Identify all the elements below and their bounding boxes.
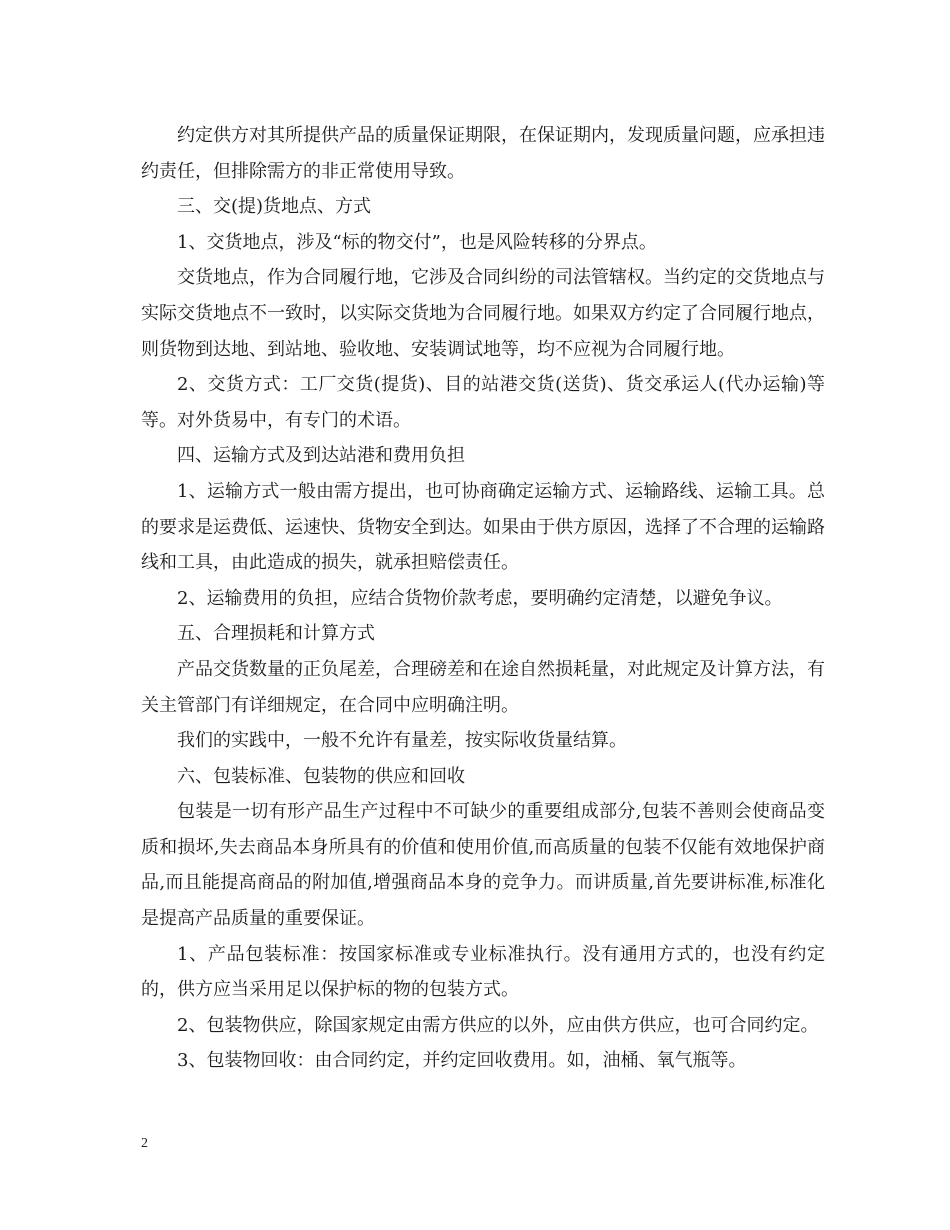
heading-section-5: 五、合理损耗和计算方式 (177, 623, 375, 645)
paragraph-delivery-method: 2、交货方式：工厂交货(提货)、目的站港交货(送货)、货交承运人(代办运输)等等。对外货易中，有专门的术语。 (141, 374, 825, 431)
paragraph-packaging-supply: 2、包装物供应，除国家规定由需方供应的以外，应由供方供应，也可合同约定。 (177, 1014, 819, 1036)
page-number: 2 (141, 1136, 148, 1151)
paragraph-warranty: 约定供方对其所提供产品的质量保证期限，在保证期内，发现质量问题，应承担违约责任，但排除需方的非正常使用导致。 (141, 125, 825, 182)
paragraph-transport-method: 1、运输方式一般由需方提出，也可协商确定运输方式、运输路线、运输工具。总的要求是运费低、运速快、货物安全到达。如果由于供方原因，选择了不合理的运输路线和工具，由此造成的损失，就承担赔偿责任。 (141, 480, 825, 574)
heading-section-3: 三、交(提)货地点、方式 (177, 196, 372, 218)
heading-section-6: 六、包装标准、包装物的供应和回收 (177, 765, 465, 787)
paragraph-packaging-standard: 1、产品包装标准：按国家标准或专业标准执行。没有通用方式的，也没有约定的，供方应当采用足以保护标的物的包装方式。 (141, 943, 825, 1001)
document-body (141, 118, 825, 1079)
paragraph-packaging-recovery: 3、包装物回收：由合同约定，并约定回收费用。如，油桶、氧气瓶等。 (177, 1050, 747, 1072)
paragraph-loss-tolerance: 产品交货数量的正负尾差，合理磅差和在途自然损耗量，对此规定及计算方法，有关主管部门有详细规定，在合同中应明确注明。 (141, 658, 825, 716)
paragraph-delivery-place: 1、交货地点，涉及“标的物交付”，也是风险转移的分界点。 (177, 231, 657, 253)
paragraph-delivery-jurisdiction: 交货地点，作为合同履行地，它涉及合同纠纷的司法管辖权。当约定的交货地点与实际交货地点不一致时，以实际交货地为合同履行地。如果双方约定了合同履行地点，则货物到达地、到站地、验收地、安装调试地等，均不应视为合同履行地。 (141, 267, 825, 360)
heading-section-4: 四、运输方式及到达站港和费用负担 (177, 445, 465, 467)
paragraph-practice: 我们的实践中，一般不允许有量差，按实际收货量结算。 (177, 730, 627, 752)
paragraph-packaging-importance: 包装是一切有形产品生产过程中不可缺少的重要组成部分,包装不善则会使商品变质和损坏,失去商品本身所具有的价值和使用价值,而高质量的包装不仅能有效地保护商品,而且能提高商品的附加值,增强商品本身的竞争力。而讲质量,首先要讲标准,标准化是提高产品质量的重要保证。 (141, 801, 825, 930)
paragraph-transport-cost: 2、运输费用的负担，应结合货物价款考虑，要明确约定清楚，以避免争议。 (177, 587, 783, 609)
